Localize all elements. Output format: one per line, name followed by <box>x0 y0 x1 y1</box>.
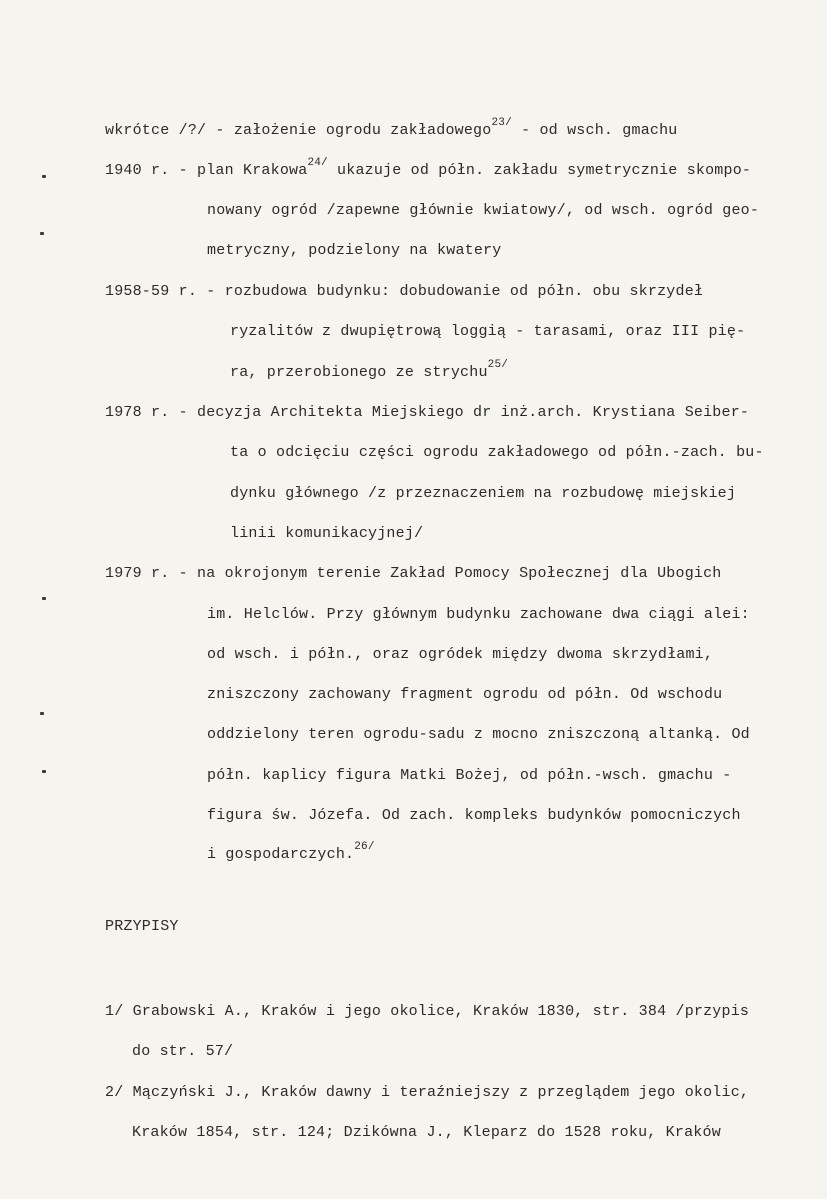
footnote-line: 2/ Mączyński J., Kraków dawny i teraźniejszy z przeglądem jego okolic, <box>105 1084 750 1101</box>
text-line: zniszczony zachowany fragment ogrodu od półn. Od wschodu <box>207 686 723 703</box>
text-line: ryzalitów z dwupiętrową loggią - tarasami, oraz III pię- <box>230 323 746 340</box>
text-line: im. Helclów. Przy głównym budynku zachowane dwa ciągi alei: <box>207 606 750 623</box>
footnote-line: do str. 57/ <box>132 1043 234 1060</box>
footnote-line: Kraków 1854, str. 124; Dzikówna J., Kleparz do 1528 roku, Kraków <box>132 1124 721 1141</box>
margin-mark <box>42 175 46 178</box>
margin-mark <box>40 712 44 715</box>
text-line: 1978 r. - decyzja Architekta Miejskiego dr inż.arch. Krystiana Seiber- <box>105 404 750 421</box>
margin-mark <box>40 232 44 235</box>
text-line: od wsch. i półn., oraz ogródek między dwoma skrzydłami, <box>207 646 714 663</box>
text-line: i gospodarczych.$^{26/}$ <box>207 841 375 863</box>
text-line: metryczny, podzielony na kwatery <box>207 242 502 259</box>
text-line: dynku głównego /z przeznaczeniem na rozbudowę miejskiej <box>230 485 737 502</box>
text-line: nowany ogród /zapewne głównie kwiatowy/, od wsch. ogród geo- <box>207 202 760 219</box>
margin-mark <box>42 597 46 600</box>
section-heading: PRZYPISY <box>105 918 179 935</box>
text-line: 1979 r. - na okrojonym terenie Zakład Pomocy Społecznej dla Ubogich <box>105 565 722 582</box>
text-line: ta o odcięciu części ogrodu zakładowego od półn.-zach. bu- <box>230 444 764 461</box>
text-line: linii komunikacyjnej/ <box>230 525 424 542</box>
footnote-line: 1/ Grabowski A., Kraków i jego okolice, Kraków 1830, str. 384 /przypis <box>105 1003 750 1020</box>
margin-mark <box>42 770 46 773</box>
text-line: figura św. Józefa. Od zach. kompleks budynków pomocniczych <box>207 807 741 824</box>
text-line: 1958-59 r. - rozbudowa budynku: dobudowanie od półn. obu skrzydeł <box>105 283 704 300</box>
text-line: wkrótce /?/ - założenie ogrodu zakładowego$^{23/}$ - od wsch. gmachu <box>105 117 678 139</box>
text-line: 1940 r. - plan Krakowa$^{24/}$ ukazuje od półn. zakładu symetrycznie skompo- <box>105 157 752 179</box>
text-line: półn. kaplicy figura Matki Bożej, od półn.-wsch. gmachu - <box>207 767 732 784</box>
text-line: oddzielony teren ogrodu-sadu z mocno zniszczoną altanką. Od <box>207 726 750 743</box>
text-line: ra, przerobionego ze strychu$^{25/}$ <box>230 359 509 381</box>
